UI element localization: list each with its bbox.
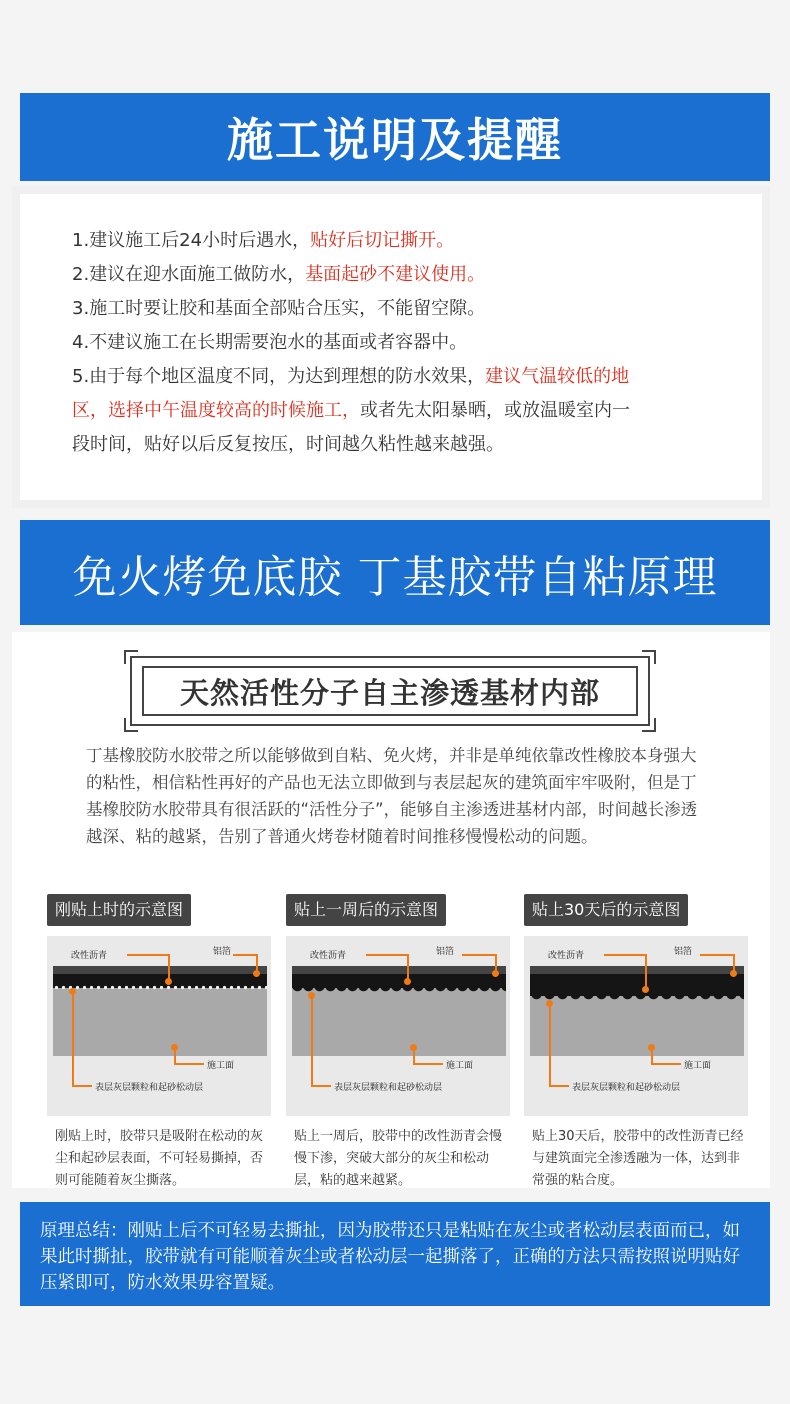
surface-tag: 施工面 (684, 1061, 712, 1071)
layer-diagram (286, 936, 510, 1116)
summary-text: 原理总结：刚贴上后不可轻易去撕扯，因为胶带还只是粘贴在灰尘或者松动层表面而已，如果此时撕扯，胶带就有可能顺着灰尘或者松动层一起撕落了，正确的方法只需按照说明贴好压紧即可，防水效果毋容置疑。 (40, 1221, 740, 1293)
instructions-panel (12, 186, 770, 508)
subtitle-frame (130, 656, 650, 726)
tip-item: 3.施工时要让胶和基面全部贴合压实，不能留空隙。 (72, 298, 486, 319)
layer-diagram (524, 936, 748, 1116)
tip-item: 4.不建议施工在长期需要泡水的基面或者容器中。 (72, 332, 468, 353)
tip-item-cont: 区，选择中午温度较高的时候施工，或者先太阳暴晒，或放温暖室内一 (72, 400, 630, 421)
diagram-label: 刚贴上时的示意图 (47, 894, 191, 926)
asphalt-tag: 改性沥青 (548, 951, 585, 961)
surface-tag: 施工面 (207, 1061, 235, 1071)
section-title: 免火烤免底胶 丁基胶带自粘原理 (72, 551, 718, 603)
foil-tag: 铝箔 (674, 947, 693, 957)
loose-layer-tag: 表层灰层颗粒和起砂松动层 (334, 1083, 443, 1093)
tip-item: 1.建议施工后24小时后遇水，贴好后切记撕开。 (72, 230, 455, 251)
section-banner-instructions (20, 93, 770, 181)
loose-layer-tag: 表层灰层颗粒和起砂松动层 (572, 1083, 681, 1093)
asphalt-tag: 改性沥青 (310, 951, 347, 961)
principle-description: 丁基橡胶防水胶带之所以能够做到自粘、免火烤，并非是单纯依靠改性橡胶本身强大的粘性，相信粘性再好的产品也无法立即做到与表层起灰的建筑面牢牢吸附，但是丁基橡胶防水胶带具有很活跃的“活性分子”，能够自主渗透进基材内部，时间越长渗透越深、粘的越紧，告别了普通火烤卷材随着时间推移慢慢松动的问题。 (86, 746, 698, 846)
diagram-day-one (47, 894, 271, 1192)
diagram-caption: 刚贴上时，胶带只是吸附在松动的灰尘和起砂层表面，不可轻易撕掉，否则可能随着灰尘撕落。 (55, 1129, 264, 1188)
subtitle: 天然活性分子自主渗透基材内部 (142, 666, 638, 716)
tip-item: 5.由于每个地区温度不同，为达到理想的防水效果，建议气温较低的地 (72, 366, 630, 387)
tips-list (72, 224, 732, 462)
tip-item: 2.建议在迎水面施工做防水，基面起砂不建议使用。 (72, 264, 486, 285)
layer-diagram (47, 936, 271, 1116)
tip-item-cont: 段时间，贴好以后反复按压，时间越久粘性越来越强。 (72, 434, 504, 455)
foil-tag: 铝箔 (436, 947, 455, 957)
surface-tag: 施工面 (446, 1061, 474, 1071)
page-bottom-spacer (0, 1312, 790, 1404)
asphalt-tag: 改性沥青 (71, 951, 108, 961)
diagram-caption: 贴上30天后，胶带中的改性沥青已经与建筑面完全渗透融为一体，达到非常强的粘合度。 (532, 1129, 744, 1188)
diagram-caption: 贴上一周后，胶带中的改性沥青会慢慢下渗，突破大部分的灰尘和松动层，粘的越来越紧。 (294, 1129, 503, 1188)
diagram-label: 贴上30天后的示意图 (524, 894, 688, 926)
foil-tag: 铝箔 (213, 947, 232, 957)
summary-box (20, 1202, 770, 1306)
diagram-thirty-days (524, 894, 748, 1192)
diagram-one-week (286, 894, 510, 1192)
section-title: 施工说明及提醒 (227, 113, 563, 167)
section-banner-principle (20, 520, 770, 625)
loose-layer-tag: 表层灰层颗粒和起砂松动层 (95, 1083, 204, 1093)
diagram-label: 贴上一周后的示意图 (286, 894, 446, 926)
principle-panel (12, 632, 770, 1188)
